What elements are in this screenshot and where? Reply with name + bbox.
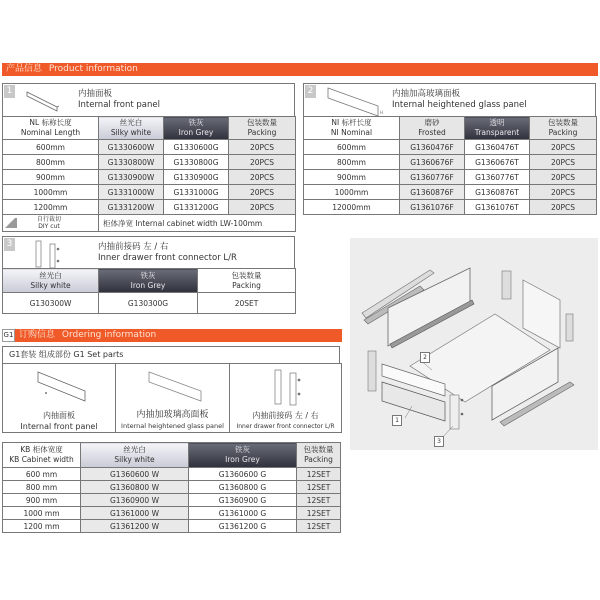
cell-length: 800mm [3,155,99,170]
cell-frosted-code: G1360476F [400,140,465,155]
cell-white-code: G1361000 W [81,507,189,520]
cell-width: 600 mm [3,468,81,481]
cell-packing: 20PCS [229,140,296,155]
table-row [3,507,341,520]
panel-2-header-transparent: 透明 Transparent [465,117,530,140]
set-part-label-en: Inner drawer front connector L/R [236,423,335,430]
table-row [3,140,296,155]
product-info-label-cn: 产品信息 [6,64,43,74]
cell-packing: 20PCS [530,140,597,155]
table-row [304,140,597,155]
table-row [3,293,296,314]
cell-frosted-code: G1361076F [400,200,465,215]
cell-length: 800mm [304,155,400,170]
kb-header-iron-grey: 铁灰 Iron Grey [189,443,297,468]
kb-header-silky-white: 丝光白 Silky white [81,443,189,468]
cell-grey-code: G1360800 G [189,481,297,494]
panel-2-header-length: NI 标杆长度 NI Nominal [304,117,400,140]
table-row [304,200,597,215]
panel-3-title-cn: 内抽前接码 左 / 右 [98,242,169,252]
cell-transparent-code: G1360676T [465,155,530,170]
set-part-label-en: Internal heightened glass panel [121,422,224,430]
cell-packing: 12SET [297,520,341,533]
cell-frosted-code: G1360876F [400,185,465,200]
diy-cut-label-en: DIY cut [38,223,60,230]
set-part-front-panel [2,363,116,433]
panel-1-header-iron-grey: 铁灰 Iron Grey [164,117,229,140]
cell-width: 900 mm [3,494,81,507]
panel-2-title-en: Internal heightened glass panel [392,100,527,110]
kb-header-packing: 包装数量 Packing [297,443,341,468]
cell-packing: 20SET [198,293,296,314]
cell-white-code: G1330600W [99,140,164,155]
cell-length: 600mm [3,140,99,155]
panel-1-header-silky-white: 丝光白 Silky white [99,117,164,140]
panel-2-number: 2 [305,85,316,98]
callout-1: 1 [392,415,402,426]
cell-packing: 12SET [297,481,341,494]
set-part-label-cn: 内抽加玻璃高面板 [136,410,209,420]
product-info-label-en: Product information [48,64,138,74]
cell-grey-code: G130300G [99,293,198,314]
cell-packing: 12SET [297,507,341,520]
cell-white-code: G1331200W [99,200,164,215]
panel-1-title-cn: 内抽面板 [78,89,113,99]
cell-white-code: G1361200 W [81,520,189,533]
panel-3-header-silky-white: 丝光白 Silky white [3,269,99,293]
kb-cabinet-table [2,442,341,533]
cell-width: 1000 mm [3,507,81,520]
ordering-info-bar [15,329,342,342]
panel-1-title-en: Internal front panel [78,100,160,110]
cell-white-code: G1330800W [99,155,164,170]
cell-length: 900mm [304,170,400,185]
cell-packing: 20PCS [530,170,597,185]
table-row [304,170,597,185]
cell-frosted-code: G1360676F [400,155,465,170]
panel-2-table [303,116,597,215]
cell-packing: 12SET [297,494,341,507]
callout-3: 3 [434,436,444,447]
cell-packing: 20PCS [530,155,597,170]
table-row [3,185,296,200]
cell-length: 1000mm [304,185,400,200]
diy-cut-label-cn: 自行裁切 [36,216,61,223]
cell-grey-code: G1361200 G [189,520,297,533]
front-panel-icon [35,369,91,405]
callout-2: 2 [420,352,430,363]
cell-packing: 20PCS [229,200,296,215]
cell-packing: 20PCS [530,200,597,215]
cell-white-code: G1360900 W [81,494,189,507]
table-row [3,494,341,507]
cell-white-code: G130300W [3,293,99,314]
ordering-label-en: Ordering information [61,330,157,340]
cell-length: 600mm [304,140,400,155]
glass-panel-icon [146,369,206,405]
cell-packing: 20PCS [530,185,597,200]
cell-width: 1200 mm [3,520,81,533]
table-row [3,200,296,215]
connector-icon [33,239,67,269]
set-part-label-cn: 内抽前接码 左 / 右 [252,411,319,420]
panel-2-header-frosted: 磨砂 Frosted [400,117,465,140]
diy-cut-icon [5,218,17,228]
set-part-label-cn: 内抽面板 [43,411,75,420]
cell-transparent-code: G1361076T [465,200,530,215]
cell-transparent-code: G1360876T [465,185,530,200]
cell-grey-code: G1330800G [164,155,229,170]
cell-length: 900mm [3,170,99,185]
cell-grey-code: G1330900G [164,170,229,185]
cell-packing: 20PCS [229,170,296,185]
table-row [3,481,341,494]
svg-text:H: H [380,110,384,115]
panel-2-header [303,83,596,117]
cell-white-code: G1360800 W [81,481,189,494]
cell-transparent-code: G1360776T [465,170,530,185]
diy-cut-row [3,215,296,232]
cell-grey-code: G1331200G [164,200,229,215]
cell-transparent-code: G1360476T [465,140,530,155]
panel-2-title-cn: 内抽加高玻璃面板 [392,89,461,99]
cell-grey-code: G1360600 G [189,468,297,481]
cell-length: 1200mm [3,200,99,215]
panel-1-number: 1 [4,85,15,98]
set-parts-title: G1套装 组成部份 G1 Set parts [2,346,340,364]
panel-1-table [2,116,296,232]
set-part-glass-panel [115,363,230,433]
drawer-exploded-diagram [350,238,598,450]
set-part-label-en: Internal front panel [20,422,98,431]
panel-3-table [2,268,296,314]
panel-3-number: 3 [4,238,15,251]
drawer-assembly-illustration [350,238,598,450]
panel-3-header [2,236,295,269]
ordering-badge: G1 [2,329,15,342]
table-row [304,185,597,200]
panel-2-header-packing: 包装数量 Packing [530,117,597,140]
diy-cut-note: 柜体净宽 Internal cabinet width LW-100mm [99,215,296,232]
cell-grey-code: G1360900 G [189,494,297,507]
cell-grey-code: G1361000 G [189,507,297,520]
cell-frosted-code: G1360776F [400,170,465,185]
table-row [3,520,341,533]
connector-icon [272,367,306,407]
panel-3-header-iron-grey: 铁灰 Iron Grey [99,269,198,293]
cell-packing: 12SET [297,468,341,481]
table-row [3,468,341,481]
panel-3-title-en: Inner drawer front connector L/R [98,253,237,263]
glass-panel-icon [326,86,386,118]
panel-1-header-packing: 包装数量 Packing [229,117,296,140]
kb-header-width: KB 柜体宽度 KB Cabinet width [3,443,81,468]
cell-packing: 20PCS [229,155,296,170]
set-part-connector [229,363,342,433]
table-row [304,155,597,170]
front-panel-icon [25,89,61,115]
ordering-label-cn: 订购信息 [19,330,56,340]
panel-1-header [2,83,295,117]
cell-grey-code: G1330600G [164,140,229,155]
panel-3-header-packing: 包装数量 Packing [198,269,296,293]
cell-grey-code: G1331000G [164,185,229,200]
cell-length: 12000mm [304,200,400,215]
cell-white-code: G1331000W [99,185,164,200]
product-info-bar [2,63,598,76]
cell-length: 1000mm [3,185,99,200]
cell-packing: 20PCS [229,185,296,200]
cell-width: 800 mm [3,481,81,494]
cell-white-code: G1360600 W [81,468,189,481]
table-row [3,170,296,185]
cell-white-code: G1330900W [99,170,164,185]
panel-1-header-length: NL 标称长度 Nominal Length [3,117,99,140]
table-row [3,155,296,170]
